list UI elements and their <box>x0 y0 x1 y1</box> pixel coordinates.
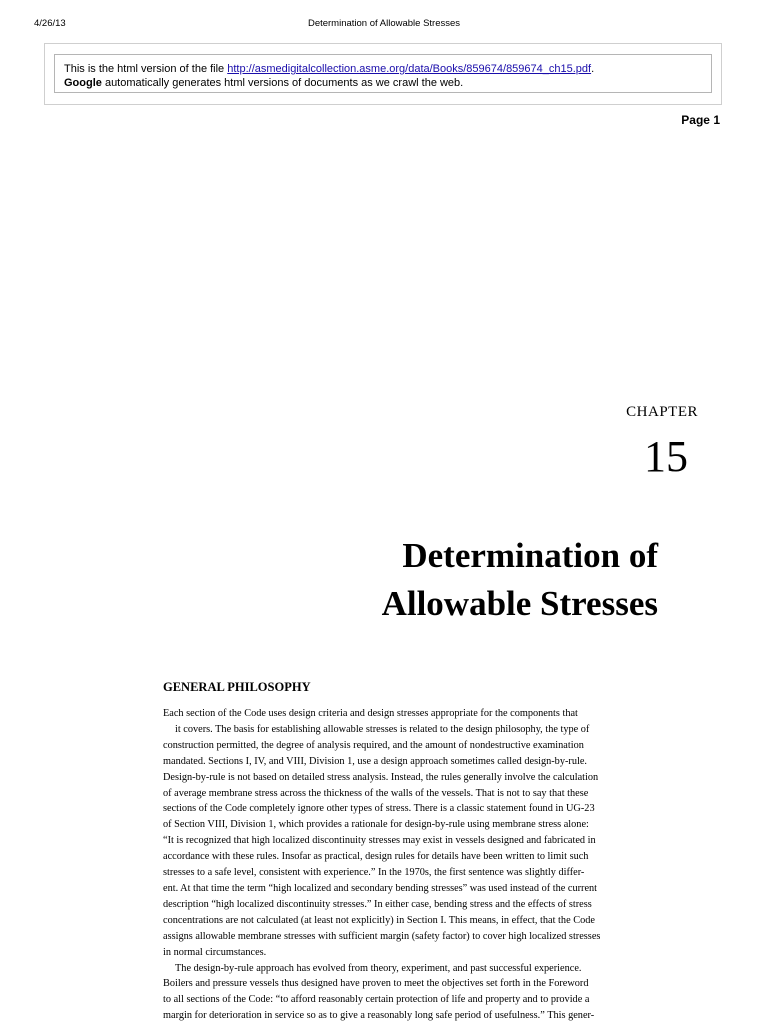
body-line: Design-by-rule is not based on detailed stress analysis. Instead, the rules generally involve the calculation <box>163 771 599 783</box>
chapter-title <box>382 532 658 628</box>
chapter-title-line: Determination of <box>402 536 658 575</box>
notice-suffix: . <box>591 63 595 75</box>
cache-notice <box>54 54 712 93</box>
body-line: “It is recognized that high localized discontinuity stresses may exist in vessels designed and fabricated in <box>163 835 596 847</box>
source-pdf-link[interactable]: http://asmedigitalcollection.asme.org/data/Books/859674/859674_ch15.pdf <box>227 63 592 75</box>
body-line: ent. At that time the term “high localized and secondary bending stresses” was used instead of the current <box>163 882 598 894</box>
body-line: The design-by-rule approach has evolved from theory, experiment, and past successful experience. <box>175 962 582 974</box>
body-line: margin for deterioration in service so as to give a reasonably long safe period of usefulness.” This gener- <box>163 1010 595 1022</box>
notice-prefix: This is the html version of the file <box>64 63 228 75</box>
google-brand: Google <box>64 77 102 89</box>
body-line: assigns allowable membrane stresses with sufficient margin (safety factor) to cover high localized stresses <box>163 930 601 942</box>
body-line: to all sections of the Code: “to afford reasonably certain protection of life and property and to provide a <box>163 994 590 1006</box>
page-label: Page 1 <box>681 113 720 127</box>
print-header <box>0 18 768 34</box>
body-line: it covers. The basis for establishing allowable stresses is related to the design philosophy, the type of <box>175 723 590 735</box>
section-heading: GENERAL PHILOSOPHY <box>163 680 311 694</box>
body-line: accordance with these rules. Insofar as practical, design rules for details have been written to limit such <box>163 851 589 863</box>
print-title: Determination of Allowable Stresses <box>307 18 461 29</box>
print-date: 4/26/13 <box>34 18 66 29</box>
body-line: of average membrane stress across the thickness of the walls of the vessels. That is not to say that these <box>163 787 589 799</box>
chapter-number: 15 <box>644 432 688 481</box>
notice-line2: automatically generates html versions of documents as we crawl the web. <box>101 77 464 89</box>
body-line: description “high localized discontinuity stresses.” In either case, bending stress and the effects of stress <box>163 898 592 910</box>
body-line: mandated. Sections I, IV, and VIII, Division 1, use a design approach sometimes called design-by-rule. <box>163 755 587 767</box>
body-line: sections of the Code completely ignore other types of stress. There is a classic statement found in UG-23 <box>163 803 595 815</box>
cache-notice-box <box>44 43 722 105</box>
body-line: concentrations are not calculated (at least not explicitly) in Section I. This means, in effect, that the Code <box>163 914 595 926</box>
body-line: of Section VIII, Division 1, which provides a rationale for design-by-rule using membrane stress alone: <box>163 819 589 831</box>
body-line: stresses to a safe level, consistent with experience.” In the 1970s, the first sentence was slightly differ- <box>163 867 585 879</box>
chapter-title-line: Allowable Stresses <box>381 584 658 623</box>
body-line: construction permitted, the degree of analysis required, and the amount of nondestructive examination <box>163 739 584 751</box>
body-line: Boilers and pressure vessels thus designed have proven to meet the objectives set forth in the Foreword <box>163 978 589 990</box>
body-line: Each section of the Code uses design criteria and design stresses appropriate for the components that <box>163 708 578 719</box>
chapter-label: CHAPTER <box>626 404 698 420</box>
body-line: in normal circumstances. <box>163 946 267 958</box>
body-text <box>163 706 663 1024</box>
